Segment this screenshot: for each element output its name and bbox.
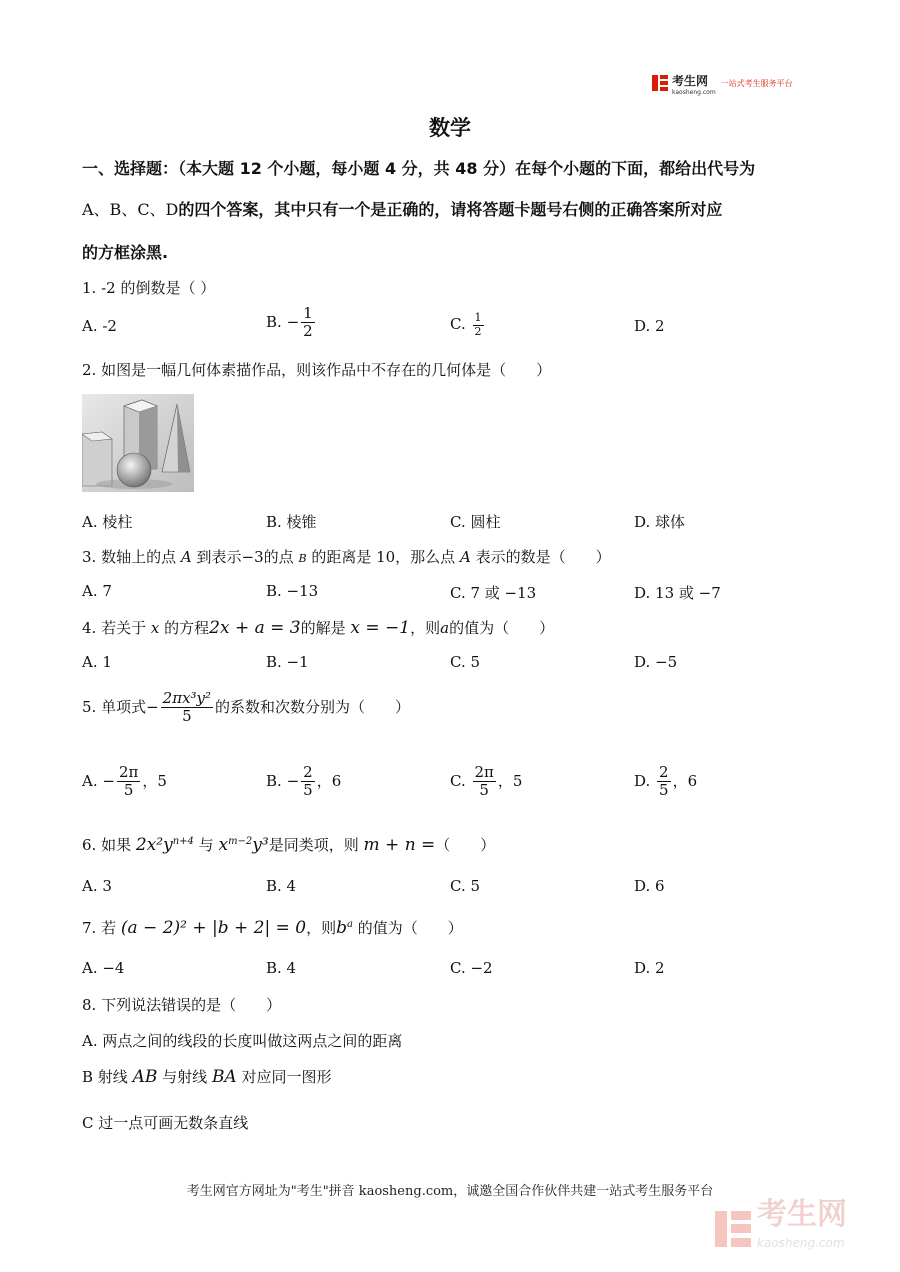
question-1-option-c	[450, 312, 486, 338]
fraction-denominator: 5	[303, 781, 313, 800]
fraction-denominator: 5	[479, 781, 489, 800]
fraction-numerator: 2π	[118, 763, 139, 781]
degree: ，6	[672, 771, 698, 790]
fraction	[473, 764, 496, 800]
question-3-option-d: D. 13 或 −7	[634, 584, 721, 602]
question-7-option-a: A. −4	[82, 959, 125, 977]
q4-text-a: 4. 若关于	[82, 619, 147, 637]
question-8-option-b	[82, 1066, 332, 1087]
option-b-label: B.	[266, 771, 282, 790]
watermark	[715, 1197, 885, 1256]
q5-text-a: 5. 单项式	[82, 697, 147, 716]
watermark-logo-icon	[715, 1211, 751, 1247]
q6-term-1-exponent: n+4	[172, 836, 194, 847]
q3-text-a: 3. 数轴上的点	[82, 548, 177, 566]
q4-text-c: 的解是	[300, 619, 346, 637]
logo-domain: kaosheng.com	[672, 88, 716, 96]
logo-slogan: 一站式考生服务平台	[720, 78, 793, 88]
question-6-option-d: D. 6	[634, 877, 665, 895]
fraction-numerator: 1	[303, 304, 313, 322]
q8-b-end: 对应同一图形	[241, 1068, 332, 1086]
fraction-numerator: 2πx³y²	[162, 689, 212, 707]
section-instruction-line-2	[82, 197, 827, 220]
question-6-option-b: B. 4	[266, 877, 297, 895]
fraction-one-half	[301, 305, 315, 341]
question-5-option-c	[450, 764, 522, 800]
minus-sign: −	[286, 771, 300, 790]
q6-text-d: （ ）	[435, 836, 496, 854]
q6-text-b: 与	[198, 836, 214, 854]
question-7-option-d: D. 2	[634, 959, 665, 977]
minus-sign: −	[102, 771, 115, 790]
fraction	[301, 764, 315, 800]
q3-text-e: 表示的数是（ ）	[475, 548, 611, 566]
q6-term-2: x	[218, 835, 229, 855]
q7-text-a: 7. 若	[82, 919, 117, 937]
question-4-option-b: B. −1	[266, 653, 309, 671]
section-instruction-line-1: 一、选择题：（本大题 12 个小题，每小题 4 分，共 48 分）在每个小题的下面，都给出代号为	[82, 159, 756, 178]
option-c-label: C.	[450, 315, 466, 334]
q5-text-b: 的系数和次数分别为（ ）	[215, 697, 411, 716]
q7-exponent: a	[347, 919, 353, 930]
q4-solution: x = −1	[350, 618, 411, 638]
q5-minus: −	[146, 697, 159, 716]
section-instruction-line-3: 的方框涂黑.	[82, 243, 169, 262]
question-4-option-c: C. 5	[450, 653, 481, 671]
option-b-label: B 射线	[82, 1068, 128, 1086]
sketch-drawing	[82, 394, 194, 492]
fraction-numerator: 2	[303, 763, 313, 781]
q3-point-b: B	[298, 552, 307, 565]
geometric-sketch-image	[82, 394, 194, 492]
q6-text-a: 6. 如果	[82, 836, 132, 854]
q4-var-a: a	[440, 619, 450, 637]
question-2-stem: 2. 如图是一幅几何体素描作品，则该作品中不存在的几何体是（ ）	[82, 361, 552, 379]
q7-base: b	[336, 918, 347, 938]
question-6-stem	[82, 834, 495, 855]
degree: ，5	[142, 771, 167, 790]
question-3-stem	[82, 546, 611, 567]
logo-name-block	[672, 71, 716, 96]
question-1-option-d: D. 2	[634, 317, 665, 335]
question-4-option-a: A. 1	[82, 653, 112, 671]
question-8-option-a: A. 两点之间的线段的长度叫做这两点之间的距离	[82, 1032, 403, 1050]
option-c-label: C.	[450, 771, 466, 790]
q6-text-c: 是同类项，则	[268, 836, 359, 854]
question-7-stem	[82, 917, 463, 938]
question-1-stem: 1. -2 的倒数是（ ）	[82, 279, 216, 297]
question-7-option-c: C. −2	[450, 959, 493, 977]
q3-negative-three: −3	[241, 548, 264, 566]
degree: ，6	[316, 771, 342, 790]
question-4-option-d: D. −5	[634, 653, 678, 671]
q7-text-b: ，则	[306, 919, 337, 937]
q6-term-2-exponent: m−2	[228, 836, 253, 847]
q6-term-2-y: y³	[252, 835, 269, 855]
fraction-numerator: 2π	[474, 763, 494, 781]
fraction-denominator: 5	[182, 707, 192, 726]
option-letters: A、B、C、D	[82, 200, 179, 219]
question-1-option-b	[266, 305, 317, 341]
fraction	[117, 764, 140, 800]
question-3-option-a: A. 7	[82, 582, 112, 600]
page-title: 数学	[429, 115, 471, 140]
fraction	[657, 764, 671, 800]
section-line-2-text: 的四个答案，其中只有一个是正确的，请将答题卡题号右侧的正确答案所对应	[178, 200, 723, 219]
q8-b-middle: 与射线	[162, 1068, 208, 1086]
fraction-denominator: 5	[659, 781, 669, 800]
question-4-stem	[82, 617, 554, 638]
q3-point-a: A	[180, 548, 192, 566]
ray-ba: BA	[211, 1067, 237, 1087]
minus-sign: −	[286, 312, 300, 331]
kaosheng-logo-icon	[652, 75, 668, 91]
q7-expression: (a − 2)² + |b + 2| = 0	[120, 918, 307, 938]
watermark-text: 考生网	[757, 1197, 847, 1232]
q6-sum: m + n =	[363, 835, 436, 855]
fraction-denominator: 2	[474, 324, 482, 338]
q5-monomial-fraction	[161, 690, 213, 726]
q4-text-d: ，则	[410, 619, 441, 637]
degree: ，5	[497, 771, 523, 790]
q4-var-x: x	[150, 619, 160, 637]
question-5-stem	[82, 690, 410, 726]
header-logo	[652, 72, 822, 94]
watermark-domain: kaosheng.com	[757, 1236, 845, 1250]
question-3-option-b: B. −13	[266, 582, 319, 600]
question-6-option-a: A. 3	[82, 877, 112, 895]
question-5-option-d	[634, 764, 697, 800]
q7-text-c: 的值为（ ）	[357, 919, 463, 937]
question-3-option-c: C. 7 或 −13	[450, 584, 537, 602]
option-b-label: B.	[266, 312, 282, 331]
q4-text-b: 的方程	[164, 619, 210, 637]
q3-text-b: 到表示	[196, 548, 242, 566]
fraction-numerator: 1	[474, 311, 482, 324]
question-2-option-d: D. 球体	[634, 513, 686, 531]
ray-ab: AB	[132, 1067, 158, 1087]
q3-text-c: 的点	[263, 548, 294, 566]
q4-equation: 2x + a = 3	[209, 618, 301, 638]
q4-text-e: 的值为（ ）	[449, 619, 555, 637]
question-8-stem: 8. 下列说法错误的是（ ）	[82, 996, 282, 1014]
fraction-denominator: 5	[123, 781, 134, 800]
logo-name: 考生网	[672, 73, 709, 88]
fraction-denominator: 2	[303, 322, 313, 341]
question-2-option-c: C. 圆柱	[450, 513, 501, 531]
fraction-numerator: 2	[659, 763, 669, 781]
question-5-option-a	[82, 764, 167, 800]
question-2-option-a: A. 棱柱	[82, 513, 133, 531]
page-footer: 考生网官方网址为"考生"拼音 kaosheng.com，诚邀全国合作伙伴共建一站式考生服务平台	[186, 1184, 714, 1199]
q3-text-d: 的距离是 10，那么点	[311, 548, 456, 566]
watermark-text-block	[757, 1197, 847, 1257]
q3-point-a-2: A	[459, 548, 471, 566]
option-a-label: A.	[82, 771, 98, 790]
option-d-label: D.	[634, 771, 651, 790]
question-2-option-b: B. 棱锥	[266, 513, 317, 531]
question-1-option-a: A. -2	[82, 317, 117, 335]
q6-term-1: 2x²y	[135, 835, 173, 855]
question-8-option-c: C 过一点可画无数条直线	[82, 1114, 249, 1132]
question-5-option-b	[266, 764, 341, 800]
question-7-option-b: B. 4	[266, 959, 297, 977]
fraction-one-half-small	[473, 312, 484, 338]
question-6-option-c: C. 5	[450, 877, 481, 895]
